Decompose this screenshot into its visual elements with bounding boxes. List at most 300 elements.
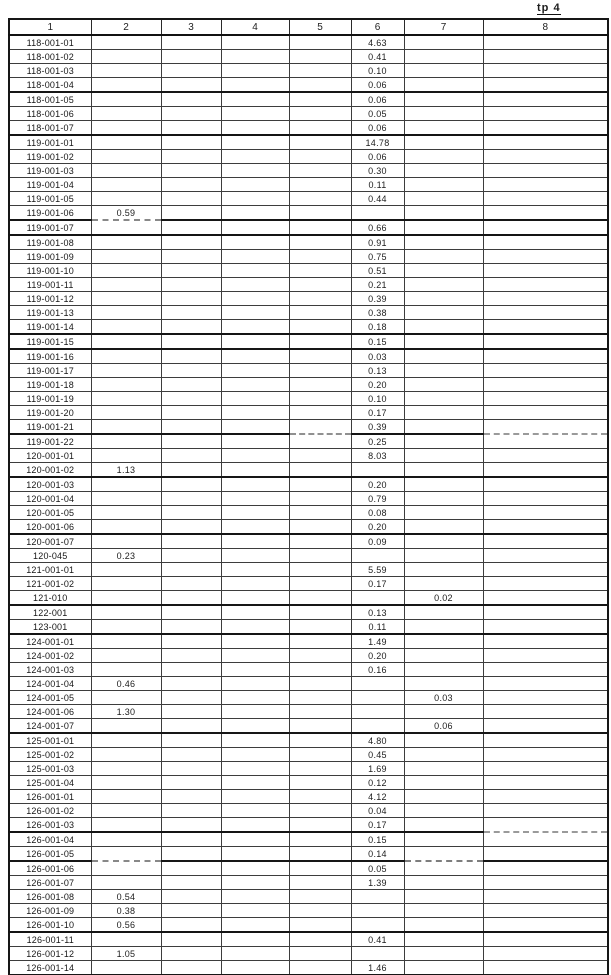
column-header: 5 xyxy=(289,19,351,35)
value-cell xyxy=(351,705,404,719)
value-cell: 0.08 xyxy=(351,506,404,520)
row-id-cell: 120-001-06 xyxy=(9,520,91,535)
value-cell xyxy=(404,349,483,364)
value-cell xyxy=(161,691,221,705)
value-cell xyxy=(289,406,351,420)
value-cell xyxy=(483,748,608,762)
column-header: 6 xyxy=(351,19,404,35)
row-id-cell: 126-001-07 xyxy=(9,876,91,890)
value-cell xyxy=(289,861,351,876)
value-cell: 0.25 xyxy=(351,434,404,449)
row-id-cell: 119-001-04 xyxy=(9,178,91,192)
value-cell: 0.30 xyxy=(351,164,404,178)
row-id-cell: 126-001-14 xyxy=(9,961,91,975)
value-cell xyxy=(404,705,483,719)
value-cell xyxy=(161,620,221,635)
page-label xyxy=(537,2,561,14)
row-id-cell: 126-001-09 xyxy=(9,904,91,918)
value-cell xyxy=(289,733,351,748)
value-cell xyxy=(221,406,289,420)
value-cell xyxy=(91,719,161,734)
value-cell xyxy=(289,506,351,520)
value-cell xyxy=(289,235,351,250)
value-cell: 0.23 xyxy=(91,549,161,563)
value-cell xyxy=(289,420,351,435)
value-cell xyxy=(483,292,608,306)
table-row xyxy=(9,50,608,64)
value-cell: 0.05 xyxy=(351,107,404,121)
table-row xyxy=(9,890,608,904)
table-row xyxy=(9,762,608,776)
value-cell: 0.20 xyxy=(351,520,404,535)
value-cell xyxy=(483,220,608,235)
value-cell xyxy=(289,605,351,620)
row-id-cell: 122-001 xyxy=(9,605,91,620)
value-cell xyxy=(289,563,351,577)
value-cell xyxy=(161,605,221,620)
table-row xyxy=(9,278,608,292)
row-id-cell: 124-001-02 xyxy=(9,649,91,663)
value-cell xyxy=(351,549,404,563)
value-cell xyxy=(404,506,483,520)
value-cell xyxy=(404,92,483,107)
value-cell xyxy=(404,434,483,449)
value-cell: 0.54 xyxy=(91,890,161,904)
value-cell: 0.11 xyxy=(351,178,404,192)
value-cell: 1.46 xyxy=(351,961,404,975)
value-cell xyxy=(404,463,483,478)
value-cell xyxy=(161,278,221,292)
value-cell xyxy=(483,691,608,705)
value-cell xyxy=(221,577,289,591)
value-cell xyxy=(404,762,483,776)
table-row xyxy=(9,107,608,121)
value-cell xyxy=(404,278,483,292)
value-cell xyxy=(289,150,351,164)
value-cell xyxy=(161,719,221,734)
row-id-cell: 120-045 xyxy=(9,549,91,563)
value-cell xyxy=(221,463,289,478)
value-cell xyxy=(404,135,483,150)
row-id-cell: 121-001-02 xyxy=(9,577,91,591)
value-cell xyxy=(289,634,351,649)
table-row xyxy=(9,220,608,235)
value-cell xyxy=(404,904,483,918)
table-row xyxy=(9,392,608,406)
value-cell xyxy=(289,818,351,833)
value-cell xyxy=(161,320,221,335)
table-row xyxy=(9,349,608,364)
value-cell xyxy=(91,278,161,292)
value-cell xyxy=(351,904,404,918)
value-cell xyxy=(91,449,161,463)
value-cell xyxy=(351,591,404,606)
value-cell: 0.46 xyxy=(91,677,161,691)
value-cell xyxy=(404,520,483,535)
value-cell xyxy=(221,961,289,975)
value-cell xyxy=(483,918,608,933)
data-table xyxy=(8,18,609,975)
row-id-cell: 126-001-05 xyxy=(9,847,91,862)
value-cell: 0.16 xyxy=(351,663,404,677)
table-row xyxy=(9,164,608,178)
value-cell: 0.14 xyxy=(351,847,404,862)
value-cell xyxy=(91,847,161,862)
value-cell xyxy=(483,349,608,364)
value-cell xyxy=(289,334,351,349)
column-header: 8 xyxy=(483,19,608,35)
value-cell xyxy=(404,192,483,206)
value-cell xyxy=(91,150,161,164)
value-cell xyxy=(161,220,221,235)
value-cell xyxy=(161,264,221,278)
value-cell xyxy=(221,932,289,947)
value-cell xyxy=(91,178,161,192)
row-id-cell: 118-001-02 xyxy=(9,50,91,64)
value-cell xyxy=(289,591,351,606)
table-row xyxy=(9,818,608,833)
value-cell xyxy=(404,292,483,306)
value-cell: 0.66 xyxy=(351,220,404,235)
value-cell xyxy=(483,334,608,349)
value-cell xyxy=(91,762,161,776)
value-cell xyxy=(351,918,404,933)
row-id-cell: 119-001-13 xyxy=(9,306,91,320)
value-cell xyxy=(483,107,608,121)
row-id-cell: 124-001-06 xyxy=(9,705,91,719)
value-cell xyxy=(289,705,351,719)
value-cell xyxy=(289,306,351,320)
value-cell xyxy=(91,78,161,93)
value-cell: 0.03 xyxy=(404,691,483,705)
value-cell xyxy=(161,591,221,606)
row-id-cell: 124-001-04 xyxy=(9,677,91,691)
table-row xyxy=(9,320,608,335)
value-cell xyxy=(404,776,483,790)
table-row xyxy=(9,420,608,435)
table-row xyxy=(9,876,608,890)
value-cell: 0.79 xyxy=(351,492,404,506)
value-cell xyxy=(483,206,608,221)
value-cell: 1.13 xyxy=(91,463,161,478)
row-id-cell: 118-001-07 xyxy=(9,121,91,136)
value-cell xyxy=(91,605,161,620)
value-cell xyxy=(161,818,221,833)
value-cell xyxy=(404,847,483,862)
value-cell xyxy=(221,620,289,635)
value-cell xyxy=(91,876,161,890)
value-cell xyxy=(483,549,608,563)
row-id-cell: 119-001-14 xyxy=(9,320,91,335)
row-id-cell: 126-001-12 xyxy=(9,947,91,961)
row-id-cell: 124-001-07 xyxy=(9,719,91,734)
value-cell xyxy=(404,220,483,235)
value-cell xyxy=(91,634,161,649)
row-id-cell: 118-001-04 xyxy=(9,78,91,93)
table-row xyxy=(9,961,608,975)
table-row xyxy=(9,790,608,804)
value-cell xyxy=(289,250,351,264)
table-row xyxy=(9,78,608,93)
value-cell xyxy=(221,663,289,677)
value-cell: 0.20 xyxy=(351,477,404,492)
value-cell xyxy=(161,434,221,449)
value-cell xyxy=(289,135,351,150)
value-cell xyxy=(221,534,289,549)
value-cell xyxy=(221,861,289,876)
value-cell xyxy=(161,705,221,719)
value-cell xyxy=(221,847,289,862)
table-row xyxy=(9,705,608,719)
value-cell: 8.03 xyxy=(351,449,404,463)
value-cell: 14.78 xyxy=(351,135,404,150)
value-cell xyxy=(289,847,351,862)
value-cell xyxy=(289,364,351,378)
row-id-cell: 124-001-05 xyxy=(9,691,91,705)
value-cell xyxy=(483,563,608,577)
row-id-cell: 119-001-11 xyxy=(9,278,91,292)
value-cell xyxy=(483,520,608,535)
table-row xyxy=(9,306,608,320)
row-id-cell: 119-001-05 xyxy=(9,192,91,206)
value-cell xyxy=(161,492,221,506)
value-cell xyxy=(483,477,608,492)
value-cell: 4.63 xyxy=(351,35,404,50)
value-cell xyxy=(351,206,404,221)
value-cell xyxy=(289,92,351,107)
value-cell: 0.56 xyxy=(91,918,161,933)
value-cell xyxy=(483,320,608,335)
row-id-cell: 125-001-03 xyxy=(9,762,91,776)
table-row xyxy=(9,634,608,649)
value-cell xyxy=(161,847,221,862)
value-cell xyxy=(91,264,161,278)
table-body xyxy=(9,35,608,975)
value-cell: 0.13 xyxy=(351,605,404,620)
value-cell xyxy=(483,235,608,250)
value-cell xyxy=(161,890,221,904)
value-cell xyxy=(483,378,608,392)
value-cell xyxy=(161,420,221,435)
value-cell xyxy=(91,164,161,178)
value-cell: 0.39 xyxy=(351,420,404,435)
value-cell: 0.45 xyxy=(351,748,404,762)
table-row xyxy=(9,121,608,136)
value-cell: 0.02 xyxy=(404,591,483,606)
value-cell xyxy=(91,620,161,635)
row-id-cell: 119-001-08 xyxy=(9,235,91,250)
value-cell xyxy=(483,605,608,620)
value-cell xyxy=(289,378,351,392)
value-cell: 4.80 xyxy=(351,733,404,748)
value-cell xyxy=(404,121,483,136)
value-cell xyxy=(483,961,608,975)
value-cell xyxy=(161,506,221,520)
value-cell xyxy=(221,320,289,335)
value-cell xyxy=(483,392,608,406)
table-row xyxy=(9,832,608,847)
value-cell xyxy=(91,378,161,392)
table-row xyxy=(9,135,608,150)
value-cell xyxy=(161,876,221,890)
value-cell xyxy=(289,904,351,918)
value-cell xyxy=(91,563,161,577)
value-cell xyxy=(91,932,161,947)
row-id-cell: 118-001-03 xyxy=(9,64,91,78)
value-cell xyxy=(91,776,161,790)
value-cell xyxy=(483,121,608,136)
value-cell xyxy=(404,804,483,818)
value-cell xyxy=(161,349,221,364)
value-cell xyxy=(483,733,608,748)
table-row xyxy=(9,506,608,520)
value-cell xyxy=(161,121,221,136)
value-cell: 0.59 xyxy=(91,206,161,221)
value-cell xyxy=(221,649,289,663)
table-row xyxy=(9,192,608,206)
value-cell: 0.75 xyxy=(351,250,404,264)
value-cell xyxy=(289,762,351,776)
value-cell xyxy=(91,250,161,264)
value-cell xyxy=(483,904,608,918)
column-header: 7 xyxy=(404,19,483,35)
value-cell xyxy=(289,35,351,50)
value-cell xyxy=(289,463,351,478)
value-cell xyxy=(161,178,221,192)
row-id-cell: 121-001-01 xyxy=(9,563,91,577)
value-cell xyxy=(404,861,483,876)
value-cell xyxy=(161,334,221,349)
value-cell: 0.15 xyxy=(351,832,404,847)
value-cell xyxy=(161,449,221,463)
value-cell xyxy=(91,733,161,748)
table-row xyxy=(9,649,608,663)
row-id-cell: 119-001-16 xyxy=(9,349,91,364)
table-row xyxy=(9,292,608,306)
value-cell xyxy=(221,150,289,164)
table-row xyxy=(9,378,608,392)
value-cell xyxy=(289,918,351,933)
column-header: 4 xyxy=(221,19,289,35)
value-cell xyxy=(351,890,404,904)
value-cell xyxy=(221,492,289,506)
value-cell xyxy=(404,449,483,463)
value-cell xyxy=(161,861,221,876)
value-cell xyxy=(404,334,483,349)
value-cell: 0.39 xyxy=(351,292,404,306)
page-label-text: tp 4 xyxy=(537,2,561,14)
value-cell xyxy=(221,378,289,392)
value-cell xyxy=(161,790,221,804)
value-cell xyxy=(289,192,351,206)
table-row xyxy=(9,577,608,591)
value-cell xyxy=(289,790,351,804)
value-cell xyxy=(221,35,289,50)
value-cell: 1.30 xyxy=(91,705,161,719)
table-row xyxy=(9,677,608,691)
value-cell xyxy=(404,164,483,178)
value-cell xyxy=(221,349,289,364)
table-row xyxy=(9,691,608,705)
value-cell xyxy=(161,832,221,847)
value-cell xyxy=(161,235,221,250)
value-cell xyxy=(221,292,289,306)
value-cell xyxy=(221,434,289,449)
value-cell xyxy=(483,192,608,206)
table-row xyxy=(9,492,608,506)
value-cell xyxy=(289,164,351,178)
value-cell xyxy=(221,520,289,535)
value-cell xyxy=(161,306,221,320)
value-cell xyxy=(91,50,161,64)
value-cell xyxy=(161,649,221,663)
table-row xyxy=(9,364,608,378)
value-cell xyxy=(404,150,483,164)
value-cell xyxy=(161,206,221,221)
table-row xyxy=(9,904,608,918)
value-cell xyxy=(351,947,404,961)
row-id-cell: 119-001-22 xyxy=(9,434,91,449)
value-cell xyxy=(404,876,483,890)
value-cell xyxy=(404,663,483,677)
value-cell xyxy=(404,364,483,378)
value-cell: 0.17 xyxy=(351,818,404,833)
value-cell xyxy=(161,392,221,406)
value-cell xyxy=(221,605,289,620)
value-cell xyxy=(91,691,161,705)
value-cell xyxy=(289,534,351,549)
value-cell xyxy=(161,932,221,947)
value-cell xyxy=(404,50,483,64)
value-cell xyxy=(221,563,289,577)
value-cell xyxy=(91,534,161,549)
value-cell xyxy=(404,420,483,435)
value-cell: 0.11 xyxy=(351,620,404,635)
row-id-cell: 120-001-04 xyxy=(9,492,91,506)
value-cell xyxy=(221,549,289,563)
value-cell xyxy=(161,776,221,790)
table-row xyxy=(9,847,608,862)
value-cell: 0.44 xyxy=(351,192,404,206)
value-cell xyxy=(483,434,608,449)
value-cell xyxy=(91,591,161,606)
value-cell xyxy=(483,890,608,904)
header-row xyxy=(9,19,608,35)
value-cell xyxy=(221,890,289,904)
value-cell xyxy=(289,677,351,691)
table-row xyxy=(9,748,608,762)
value-cell xyxy=(289,549,351,563)
value-cell xyxy=(404,64,483,78)
value-cell xyxy=(483,591,608,606)
value-cell xyxy=(351,463,404,478)
row-id-cell: 120-001-02 xyxy=(9,463,91,478)
value-cell xyxy=(404,392,483,406)
value-cell xyxy=(404,306,483,320)
value-cell: 1.05 xyxy=(91,947,161,961)
value-cell: 0.21 xyxy=(351,278,404,292)
value-cell xyxy=(161,292,221,306)
value-cell xyxy=(221,164,289,178)
value-cell xyxy=(289,121,351,136)
value-cell xyxy=(404,790,483,804)
table-row xyxy=(9,947,608,961)
value-cell xyxy=(91,649,161,663)
value-cell xyxy=(483,135,608,150)
row-id-cell: 119-001-01 xyxy=(9,135,91,150)
value-cell: 0.10 xyxy=(351,64,404,78)
row-id-cell: 118-001-06 xyxy=(9,107,91,121)
